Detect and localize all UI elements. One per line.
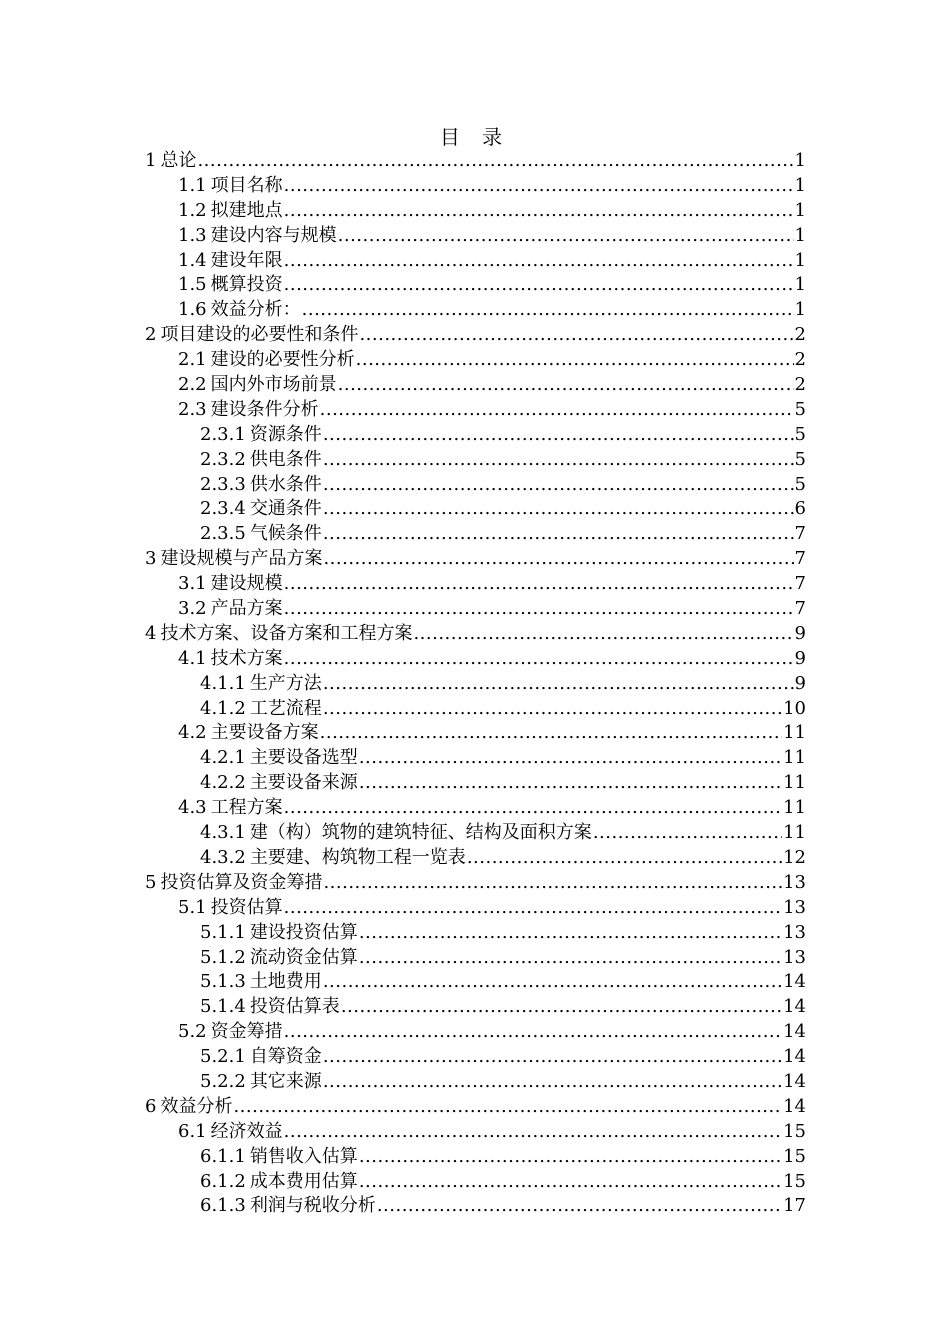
toc-entry-page: 17 (783, 1195, 806, 1217)
toc-entry-title: 总论 (160, 150, 197, 171)
toc-entry-1[interactable] (145, 149, 806, 174)
toc-entry-number: 5.1.2 (200, 946, 246, 968)
toc-entry-1-6[interactable] (145, 298, 806, 323)
toc-entry-page: 15 (783, 1120, 806, 1142)
toc-dot-leader (284, 273, 794, 298)
toc-entry-4-3-1[interactable] (145, 821, 806, 846)
toc-entry-5-1[interactable] (145, 896, 806, 921)
toc-entry-number: 5 (145, 871, 157, 893)
toc-entry-title: 自筹资金 (249, 1046, 322, 1068)
toc-dot-leader (338, 224, 794, 249)
toc-entry-number: 3.1 (178, 573, 207, 595)
toc-entry-number: 2.3 (178, 398, 207, 420)
toc-entry-page: 14 (783, 1021, 806, 1043)
toc-entry-page: 5 (794, 423, 806, 445)
toc-entry-page: 14 (783, 1070, 806, 1092)
toc-dot-leader (323, 547, 793, 572)
toc-dot-leader (233, 1095, 782, 1120)
toc-dot-leader (338, 373, 794, 398)
toc-dot-leader (323, 672, 794, 697)
toc-dot-leader (284, 572, 794, 597)
toc-entry-page: 6 (794, 498, 806, 520)
toc-title: 目 录 (439, 125, 511, 149)
toc-entry-page: 9 (794, 647, 806, 669)
toc-entry-6-1-1[interactable] (145, 1145, 806, 1170)
toc-entry-page: 15 (783, 1145, 806, 1167)
toc-entry-2[interactable] (145, 323, 806, 348)
toc-entry-page: 7 (794, 523, 806, 545)
toc-entry-title: 经济效益 (210, 1120, 283, 1142)
toc-entry-number: 4.1.1 (200, 672, 246, 694)
toc-entry-number: 5.2.1 (200, 1046, 246, 1068)
toc-entry-2-3-1[interactable] (145, 423, 806, 448)
toc-entry-3-1[interactable] (145, 572, 806, 597)
toc-entry-page: 1 (794, 299, 806, 321)
toc-entry-title: 主要设备选型 (249, 747, 358, 769)
toc-entry-number: 1.4 (178, 249, 207, 271)
toc-entry-5-1-3[interactable] (145, 970, 806, 995)
toc-dot-leader (284, 1020, 782, 1045)
toc-entry-6-1-3[interactable] (145, 1194, 806, 1219)
toc-entry-title: 生产方法 (249, 672, 322, 694)
toc-entry-title: 建设的必要性分析 (210, 349, 355, 371)
toc-entry-title: 成本费用估算 (249, 1170, 358, 1192)
toc-entry-title: 建设条件分析 (210, 398, 319, 420)
toc-entry-page: 7 (794, 548, 806, 570)
toc-entry-1-3[interactable] (145, 224, 806, 249)
toc-entry-page: 5 (794, 448, 806, 470)
toc-entry-title: 建设投资估算 (249, 921, 358, 943)
toc-dot-leader (359, 946, 782, 971)
toc-entry-number: 4.1 (178, 647, 207, 669)
toc-dot-leader (323, 522, 794, 547)
toc-dot-leader (359, 1170, 782, 1195)
toc-entry-3[interactable] (145, 547, 806, 572)
toc-entry-page: 7 (794, 598, 806, 620)
toc-entry-title: 主要设备来源 (249, 772, 358, 794)
toc-entry-number: 4.1.2 (200, 697, 246, 719)
toc-entry-4-2-2[interactable] (145, 771, 806, 796)
toc-entry-page: 1 (794, 174, 806, 196)
toc-entry-6[interactable] (145, 1095, 806, 1120)
toc-dot-leader (377, 1194, 782, 1219)
toc-entry-1-1[interactable] (145, 174, 806, 199)
toc-entry-number: 5.1 (178, 896, 207, 918)
toc-entry-number: 4.3 (178, 797, 207, 819)
toc-entry-page: 1 (794, 249, 806, 271)
toc-entry-page: 5 (794, 398, 806, 420)
toc-entry-title: 交通条件 (249, 498, 322, 520)
toc-entry-4[interactable] (145, 622, 806, 647)
toc-dot-leader (284, 199, 794, 224)
toc-entry-2-3-4[interactable] (145, 497, 806, 522)
toc-entry-2-2[interactable] (145, 373, 806, 398)
toc-dot-leader (284, 1120, 782, 1145)
toc-dot-leader (284, 896, 782, 921)
toc-entry-5-1-2[interactable] (145, 946, 806, 971)
toc-dot-leader (359, 323, 793, 348)
toc-entry-title: 拟建地点 (210, 199, 283, 221)
toc-entry-number: 1.3 (178, 224, 207, 246)
toc-entry-page: 10 (783, 697, 806, 719)
toc-dot-leader (323, 497, 794, 522)
toc-entry-title: 资金筹措 (210, 1021, 283, 1043)
toc-entry-title: 概算投资 (210, 274, 283, 296)
toc-dot-leader (323, 1070, 782, 1095)
toc-entry-page: 1 (794, 199, 806, 221)
toc-entry-number: 6 (145, 1095, 157, 1117)
toc-entry-number: 1.2 (178, 199, 207, 221)
toc-entry-5-2-2[interactable] (145, 1070, 806, 1095)
toc-dot-leader (467, 846, 782, 871)
toc-entry-number: 5.2.2 (200, 1070, 246, 1092)
toc-entry-number: 2.2 (178, 374, 207, 396)
toc-entry-number: 6.1 (178, 1120, 207, 1142)
toc-entry-page: 2 (794, 349, 806, 371)
toc-entry-number: 2.3.3 (200, 473, 246, 495)
toc-entry-number: 5.1.4 (200, 996, 246, 1018)
toc-entry-4-3-2[interactable] (145, 846, 806, 871)
toc-entry-number: 1 (145, 150, 157, 171)
toc-dot-leader (323, 423, 794, 448)
toc-entry-page: 11 (783, 747, 806, 769)
toc-entry-page: 11 (783, 722, 806, 744)
toc-entry-4-3[interactable] (145, 796, 806, 821)
toc-entry-title: 供水条件 (249, 473, 322, 495)
toc-entry-title: 项目名称 (210, 174, 283, 196)
toc-dot-leader (284, 249, 794, 274)
toc-entry-title: 效益分析： (210, 299, 301, 321)
toc-entry-page: 14 (783, 1046, 806, 1068)
toc-dot-leader (323, 1045, 782, 1070)
toc-entry-number: 6.1.1 (200, 1145, 246, 1167)
toc-entry-number: 4.2 (178, 722, 207, 744)
toc-entry-6-1[interactable] (145, 1120, 806, 1145)
table-of-contents (145, 149, 806, 1219)
toc-entry-title: 气候条件 (249, 523, 322, 545)
toc-entry-title: 建设规模与产品方案 (160, 548, 323, 570)
toc-entry-number: 2.3.5 (200, 523, 246, 545)
toc-entry-title: 国内外市场前景 (210, 374, 337, 396)
toc-entry-1-5[interactable] (145, 273, 806, 298)
toc-entry-number: 5.1.3 (200, 971, 246, 993)
toc-entry-4-1-1[interactable] (145, 672, 806, 697)
toc-dot-leader (323, 697, 782, 722)
toc-entry-4-2-1[interactable] (145, 746, 806, 771)
toc-entry-number: 2.3.2 (200, 448, 246, 470)
toc-entry-number: 1.5 (178, 274, 207, 296)
toc-entry-title: 技术方案、设备方案和工程方案 (160, 622, 413, 644)
toc-dot-leader (359, 771, 782, 796)
toc-entry-number: 2 (145, 324, 157, 346)
toc-entry-2-3[interactable] (145, 398, 806, 423)
toc-entry-2-1[interactable] (145, 348, 806, 373)
toc-entry-page: 14 (783, 971, 806, 993)
toc-entry-number: 4.3.1 (200, 822, 246, 844)
toc-entry-number: 5.1.1 (200, 921, 246, 943)
toc-dot-leader (323, 448, 794, 473)
toc-entry-number: 2.1 (178, 349, 207, 371)
toc-entry-title: 主要设备方案 (210, 722, 319, 744)
toc-dot-leader (323, 970, 782, 995)
toc-entry-number: 6.1.2 (200, 1170, 246, 1192)
toc-dot-leader (341, 995, 782, 1020)
toc-entry-page: 13 (783, 921, 806, 943)
toc-entry-title: 供电条件 (249, 448, 322, 470)
toc-entry-page: 15 (783, 1170, 806, 1192)
toc-entry-2-3-3[interactable] (145, 473, 806, 498)
toc-entry-page: 2 (794, 324, 806, 346)
toc-entry-title: 建设规模 (210, 573, 283, 595)
toc-entry-4-1[interactable] (145, 647, 806, 672)
toc-entry-3-2[interactable] (145, 597, 806, 622)
toc-entry-title: 投资估算表 (249, 996, 340, 1018)
toc-dot-leader (323, 871, 782, 896)
toc-dot-leader (359, 746, 782, 771)
toc-dot-leader (284, 796, 782, 821)
toc-entry-title: 建（构）筑物的建筑特征、结构及面积方案 (249, 822, 592, 844)
toc-entry-1-4[interactable] (145, 249, 806, 274)
toc-entry-page: 14 (783, 996, 806, 1018)
toc-entry-title: 技术方案 (210, 647, 283, 669)
toc-dot-leader (197, 149, 793, 174)
toc-entry-title: 产品方案 (210, 598, 283, 620)
toc-entry-6-1-2[interactable] (145, 1170, 806, 1195)
toc-dot-leader (284, 597, 794, 622)
toc-entry-page: 9 (794, 672, 806, 694)
toc-entry-page: 11 (783, 822, 806, 844)
toc-dot-leader (356, 348, 794, 373)
toc-entry-title: 主要建、构筑物工程一览表 (249, 846, 466, 868)
toc-entry-title: 效益分析 (160, 1095, 233, 1117)
toc-entry-2-3-5[interactable] (145, 522, 806, 547)
toc-entry-title: 投资估算 (210, 896, 283, 918)
toc-entry-number: 6.1.3 (200, 1195, 246, 1217)
toc-dot-leader (413, 622, 793, 647)
toc-entry-page: 1 (794, 274, 806, 296)
toc-dot-leader (359, 921, 782, 946)
toc-entry-number: 3 (145, 548, 157, 570)
toc-entry-page: 13 (783, 871, 806, 893)
toc-entry-number: 1.6 (178, 299, 207, 321)
toc-entry-title: 销售收入估算 (249, 1145, 358, 1167)
toc-entry-title: 项目建设的必要性和条件 (160, 324, 359, 346)
toc-entry-page: 1 (794, 150, 806, 171)
toc-dot-leader (320, 721, 782, 746)
toc-dot-leader (323, 473, 794, 498)
toc-entry-title: 利润与税收分析 (249, 1195, 376, 1217)
toc-entry-title: 资源条件 (249, 423, 322, 445)
toc-entry-title: 建设年限 (210, 249, 283, 271)
toc-dot-leader (359, 1145, 782, 1170)
toc-entry-number: 1.1 (178, 174, 207, 196)
toc-entry-number: 2.3.1 (200, 423, 246, 445)
toc-entry-title: 工程方案 (210, 797, 283, 819)
toc-entry-title: 投资估算及资金筹措 (160, 871, 323, 893)
toc-entry-number: 4.2.2 (200, 772, 246, 794)
toc-entry-number: 4 (145, 622, 157, 644)
toc-entry-5[interactable] (145, 871, 806, 896)
toc-entry-4-1-2[interactable] (145, 697, 806, 722)
toc-entry-page: 7 (794, 573, 806, 595)
toc-dot-leader (284, 174, 794, 199)
toc-entry-page: 2 (794, 374, 806, 396)
toc-entry-title: 其它来源 (249, 1070, 322, 1092)
toc-entry-page: 14 (783, 1095, 806, 1117)
toc-entry-page: 11 (783, 772, 806, 794)
toc-dot-leader (302, 298, 794, 323)
toc-dot-leader (284, 647, 794, 672)
toc-entry-title: 流动资金估算 (249, 946, 358, 968)
toc-entry-page: 5 (794, 473, 806, 495)
toc-entry-4-2[interactable] (145, 721, 806, 746)
toc-dot-leader (593, 821, 782, 846)
toc-entry-title: 建设内容与规模 (210, 224, 337, 246)
toc-entry-number: 3.2 (178, 598, 207, 620)
toc-entry-number: 2.3.4 (200, 498, 246, 520)
toc-entry-page: 1 (794, 224, 806, 246)
toc-entry-page: 9 (794, 622, 806, 644)
toc-entry-number: 4.2.1 (200, 747, 246, 769)
toc-entry-page: 11 (783, 797, 806, 819)
toc-entry-number: 5.2 (178, 1021, 207, 1043)
toc-entry-5-1-1[interactable] (145, 921, 806, 946)
toc-entry-page: 13 (783, 946, 806, 968)
toc-entry-5-1-4[interactable] (145, 995, 806, 1020)
toc-dot-leader (320, 398, 794, 423)
toc-entry-page: 13 (783, 896, 806, 918)
toc-entry-5-2[interactable] (145, 1020, 806, 1045)
toc-entry-title: 土地费用 (249, 971, 322, 993)
toc-entry-number: 4.3.2 (200, 846, 246, 868)
toc-entry-1-2[interactable] (145, 199, 806, 224)
toc-entry-5-2-1[interactable] (145, 1045, 806, 1070)
toc-entry-title: 工艺流程 (249, 697, 322, 719)
toc-entry-page: 12 (783, 846, 806, 868)
toc-entry-2-3-2[interactable] (145, 448, 806, 473)
